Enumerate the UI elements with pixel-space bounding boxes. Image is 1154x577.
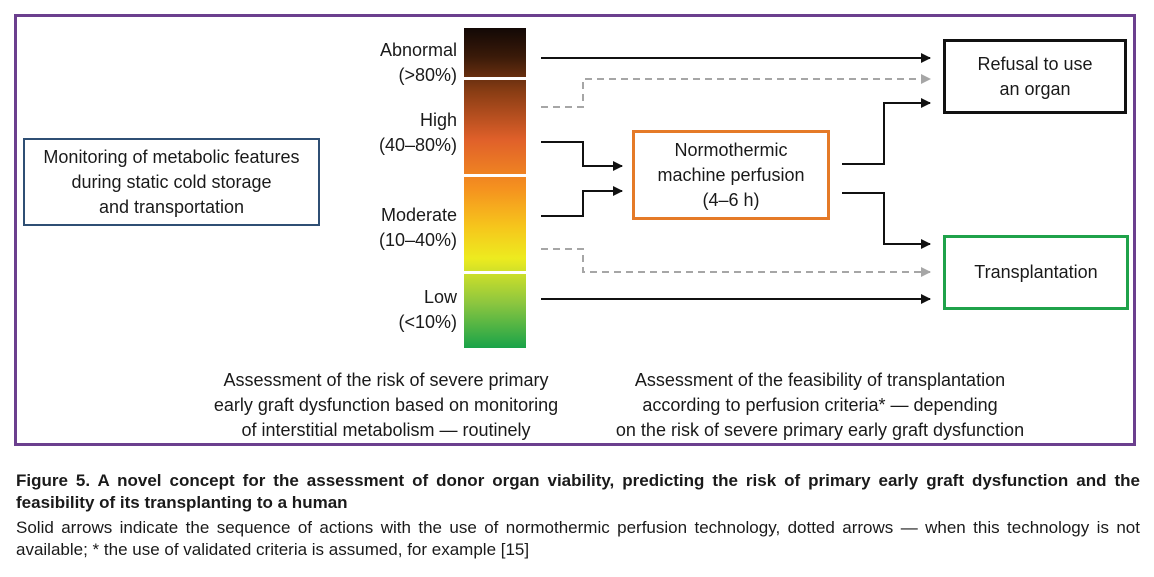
note-right-line-1: Assessment of the feasibility of transplantation	[634, 370, 1006, 390]
monitoring-line-2: during static cold storage	[71, 171, 272, 192]
risk-range: (40–80%)	[378, 135, 457, 155]
arrow-perfusion-to-refusal	[842, 103, 930, 164]
risk-name: Low	[423, 287, 457, 307]
risk-range: (10–40%)	[378, 230, 457, 250]
arrow-perfusion-to-transplant	[842, 193, 930, 244]
figure-caption-text: Solid arrows indicate the sequence of actions with the use of normothermic perfusion technology, dotted arrows — when this technology is not available; * the use of validated criteria is assumed, for example [15]	[16, 518, 1140, 559]
note-perfusion-assessment	[570, 368, 1070, 443]
dashed-arrow-high-to-refusal	[541, 79, 930, 107]
arrow-high-to-perfusion	[541, 142, 622, 166]
figure-caption-title: Figure 5. A novel concept for the assessment of donor organ viability, predicting the risk of primary early graft dysfunction and the feasibility of its transplanting to a human	[16, 471, 1140, 512]
note-left-line-1: Assessment of the risk of severe primary	[223, 370, 549, 390]
arrow-moderate-to-perfusion	[541, 191, 622, 216]
note-left-line-3: of interstitial metabolism — routinely	[241, 420, 531, 440]
risk-name: Moderate	[380, 205, 457, 225]
risk-name: Abnormal	[379, 40, 457, 60]
risk-name: High	[419, 110, 457, 130]
note-left-line-2: early graft dysfunction based on monitoring	[213, 395, 559, 415]
perfusion-line-3: (4–6 h)	[702, 189, 760, 210]
refusal-line-1: Refusal to use	[977, 53, 1093, 74]
refusal-line-2: an organ	[999, 78, 1071, 99]
risk-range: (>80%)	[398, 65, 457, 85]
monitoring-line-1: Monitoring of metabolic features	[43, 146, 300, 167]
perfusion-line-1: Normothermic	[674, 139, 788, 160]
note-routine-assessment	[186, 368, 586, 443]
note-right-line-3: on the risk of severe primary early graft dysfunction	[615, 420, 1025, 440]
transplant-label: Transplantation	[974, 262, 1098, 282]
monitoring-line-3: and transportation	[98, 196, 245, 217]
note-right-line-2: according to perfusion criteria* — depending	[642, 395, 998, 415]
risk-range: (<10%)	[398, 312, 457, 332]
perfusion-line-2: machine perfusion	[657, 164, 805, 185]
dashed-arrow-moderate-to-transplant	[541, 249, 930, 272]
